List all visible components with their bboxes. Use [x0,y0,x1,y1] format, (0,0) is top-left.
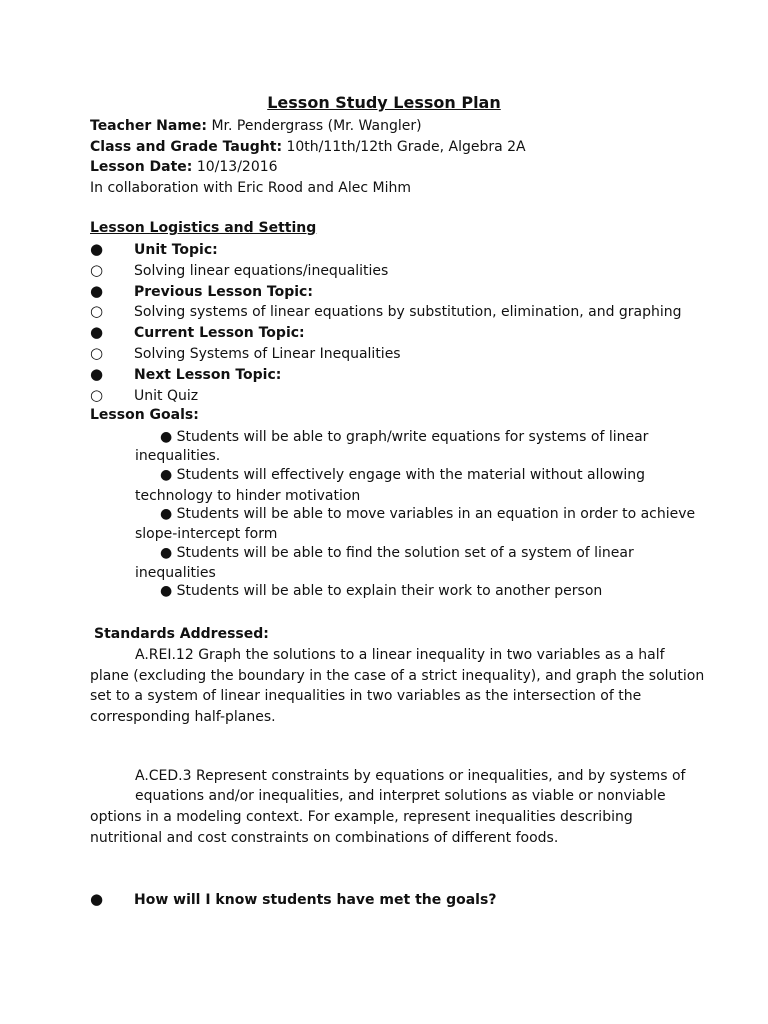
standard-aced-line: options in a modeling context. For example, represent inequalities describing [90,809,633,825]
lesson-date-line [90,157,278,177]
goal-continuation: technology to hinder motivation [135,488,361,504]
filled-bullet-icon: ● [90,282,104,300]
current-topic-value-item [90,343,401,364]
goal-item [160,427,648,447]
filled-bullet-icon: ● [90,365,104,383]
standard-aced-line: equations and/or inequalities, and interpret solutions as viable or nonviable [135,788,666,804]
goal-text: Students will be able to move variables in an equation in order to achieve [176,506,696,522]
assessment-question-text: How will I know students have met the goals? [134,892,497,908]
filled-bullet-icon: ● [160,467,173,483]
next-topic-label: Next Lesson Topic: [134,367,282,383]
assessment-question [90,889,496,910]
next-topic-item [90,364,281,385]
hollow-bullet-icon: ○ [90,261,104,279]
goal-continuation: slope-intercept form [135,526,278,542]
current-topic-value: Solving Systems of Linear Inequalities [134,346,401,362]
goal-continuation: inequalities [135,565,216,581]
goal-item [160,504,695,524]
filled-bullet-icon: ● [160,429,173,445]
hollow-bullet-icon: ○ [90,386,104,404]
class-grade-line [90,137,526,157]
filled-bullet-icon: ● [90,323,104,341]
teacher-name-label: Teacher Name: [90,118,208,134]
teacher-name-value: Mr. Pendergrass (Mr. Wangler) [207,118,422,134]
hollow-bullet-icon: ○ [90,344,104,362]
standards-heading-text: Standards Addressed: [94,626,269,642]
standard-aced-line: A.CED.3 Represent constraints by equations or inequalities, and by systems of [135,768,686,784]
goal-item [160,465,645,485]
current-topic-item [90,322,305,343]
goal-text: Students will effectively engage with the material without allowing [176,467,646,483]
goal-item [160,581,602,601]
lesson-date-value: 10/13/2016 [192,159,278,175]
standard-arei-line: corresponding half-planes. [90,709,276,725]
previous-topic-value: Solving systems of linear equations by substitution, elimination, and graphing [134,304,682,320]
filled-bullet-icon: ● [160,506,173,522]
current-topic-label: Current Lesson Topic: [134,325,305,341]
next-topic-value: Unit Quiz [134,388,199,404]
unit-topic-value: Solving linear equations/inequalities [134,263,389,279]
standard-arei-line: set to a system of linear inequalities in two variables as the intersection of the [90,688,642,704]
goal-text: Students will be able to explain their work to another person [176,583,603,599]
previous-topic-label: Previous Lesson Topic: [134,284,313,300]
goal-item [160,543,634,563]
page-title: Lesson Study Lesson Plan [267,93,501,112]
standard-arei-line: A.REI.12 Graph the solutions to a linear inequality in two variables as a half [135,647,665,663]
filled-bullet-icon: ● [160,583,173,599]
goal-text: Students will be able to graph/write equations for systems of linear [176,429,649,445]
collaboration-line: In collaboration with Eric Rood and Alec Mihm [90,180,411,196]
logistics-heading: Lesson Logistics and Setting [90,220,317,236]
unit-topic-item [90,239,218,260]
unit-topic-label: Unit Topic: [134,242,218,258]
standard-arei-line: plane (excluding the boundary in the case of a strict inequality), and graph the solution [90,668,705,684]
standards-heading [94,624,269,644]
filled-bullet-icon: ● [90,240,104,258]
goals-heading-text: Lesson Goals: [90,407,199,423]
teacher-name-line [90,116,422,136]
goal-continuation: inequalities. [135,448,221,464]
lesson-date-label: Lesson Date: [90,159,193,175]
hollow-bullet-icon: ○ [90,302,104,320]
class-grade-value: 10th/11th/12th Grade, Algebra 2A [282,139,526,155]
previous-topic-value-item [90,301,682,322]
previous-topic-item [90,281,313,302]
next-topic-value-item [90,385,198,406]
filled-bullet-icon: ● [90,890,104,908]
unit-topic-value-item [90,260,388,281]
goals-heading [90,405,199,425]
class-grade-label: Class and Grade Taught: [90,139,283,155]
goal-text: Students will be able to find the solution set of a system of linear [176,545,634,561]
filled-bullet-icon: ● [160,545,173,561]
standard-aced-line: nutritional and cost constraints on combinations of different foods. [90,830,559,846]
